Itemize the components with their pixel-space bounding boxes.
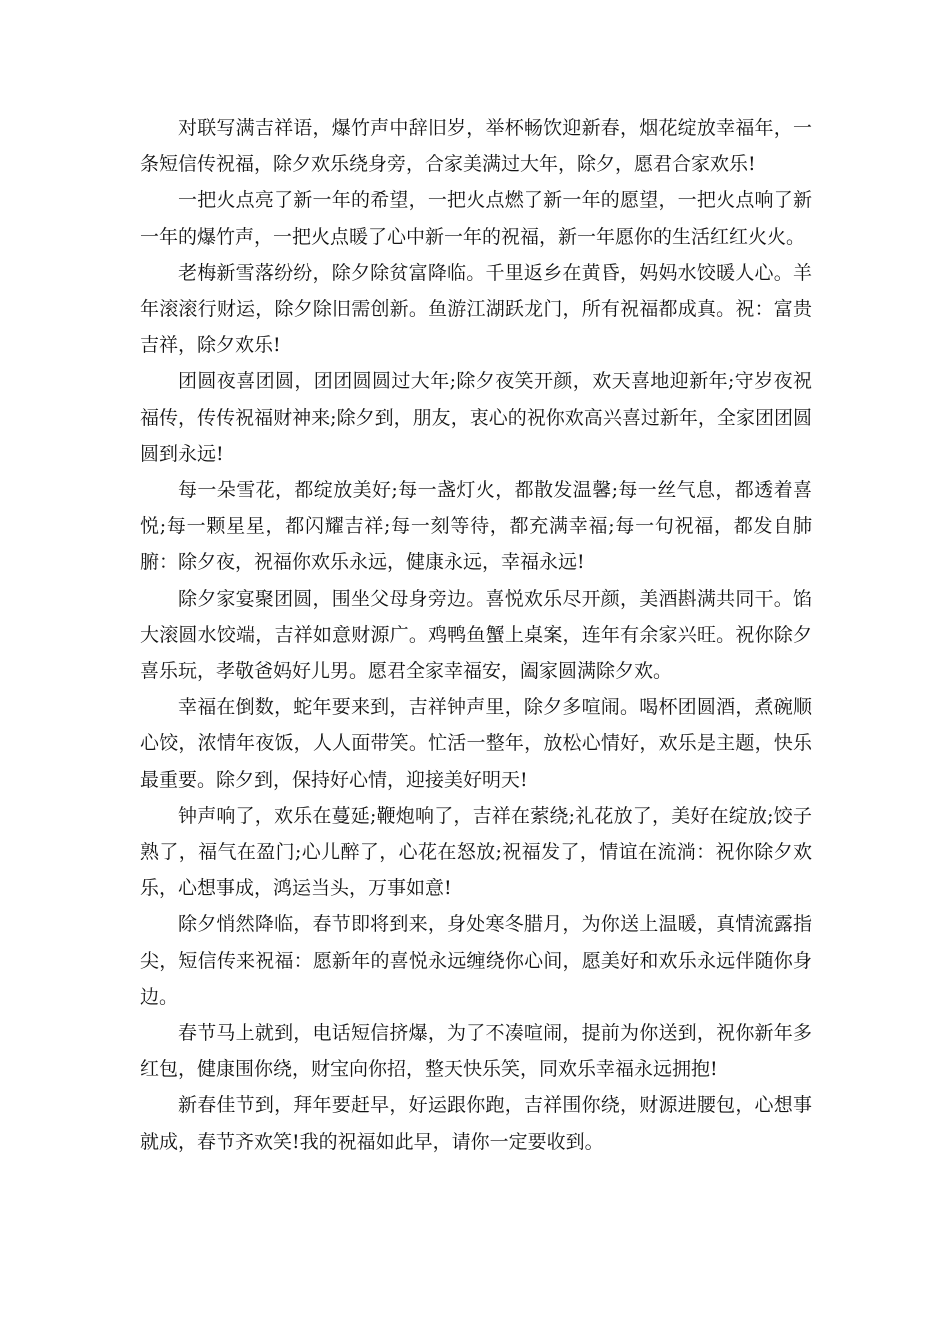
paragraph-7: 幸福在倒数，蛇年要来到，吉祥钟声里，除夕多喧闹。喝杯团圆酒，煮碗顺心饺，浓情年夜饭，人人面带笑。忙活一整年，放松心情好，欢乐是主题，快乐最重要。除夕到，保持好心情，迎接美好明天! (140, 696, 812, 791)
paragraph-9: 除夕悄然降临，春节即将到来，身处寒冬腊月，为你送上温暖，真情流露指尖，短信传来祝福：愿新年的喜悦永远缠绕你心间，愿美好和欢乐永远伴随你身边。 (140, 913, 812, 1008)
document-body (140, 110, 812, 1160)
paragraph-11: 新春佳节到，拜年要赶早，好运跟你跑，吉祥围你绕，财源进腰包，心想事就成，春节齐欢笑!我的祝福如此早，请你一定要收到。 (140, 1094, 812, 1153)
paragraph-3: 老梅新雪落纷纷，除夕除贫富降临。千里返乡在黄昏，妈妈水饺暖人心。羊年滚滚行财运，除夕除旧需创新。鱼游江湖跃龙门，所有祝福都成真。祝：富贵吉祥，除夕欢乐! (140, 261, 812, 357)
paragraph-1: 对联写满吉祥语，爆竹声中辞旧岁，举杯畅饮迎新春，烟花绽放幸福年，一条短信传祝福，除夕欢乐绕身旁，合家美满过大年，除夕，愿君合家欢乐! (140, 117, 812, 176)
paragraph-4: 团圆夜喜团圆，团团圆圆过大年;除夕夜笑开颜，欢天喜地迎新年;守岁夜祝福传，传传祝福财神来;除夕到，朋友，衷心的祝你欢高兴喜过新年，全家团团圆圆到永远! (140, 370, 812, 465)
paragraph-8: 钟声响了，欢乐在蔓延;鞭炮响了，吉祥在萦绕;礼花放了，美好在绽放;饺子熟了，福气在盈门;心儿醉了，心花在怒放;祝福发了，情谊在流淌：祝你除夕欢乐，心想事成，鸿运当头，万事如意! (140, 804, 812, 900)
paragraph-2: 一把火点亮了新一年的希望，一把火点燃了新一年的愿望，一把火点响了新一年的爆竹声，一把火点暖了心中新一年的祝福，新一年愿你的生活红红火火。 (140, 189, 812, 248)
paragraph-5: 每一朵雪花，都绽放美好;每一盏灯火，都散发温馨;每一丝气息，都透着喜悦;每一颗星星，都闪耀吉祥;每一刻等待，都充满幸福;每一句祝福，都发自肺腑：除夕夜，祝福你欢乐永远，健康永远，幸福永远! (140, 479, 812, 574)
paragraph-10: 春节马上就到，电话短信挤爆，为了不凑喧闹，提前为你送到，祝你新年多红包，健康围你绕，财宝向你招，整天快乐笑，同欢乐幸福永远拥抱! (140, 1022, 812, 1081)
paragraph-6: 除夕家宴聚团圆，围坐父母身旁边。喜悦欢乐尽开颜，美酒斟满共同干。馅大滚圆水饺端，吉祥如意财源广。鸡鸭鱼蟹上桌案，连年有余家兴旺。祝你除夕喜乐玩，孝敬爸妈好儿男。愿君全家幸福安，阖家圆满除夕欢。 (140, 587, 812, 683)
